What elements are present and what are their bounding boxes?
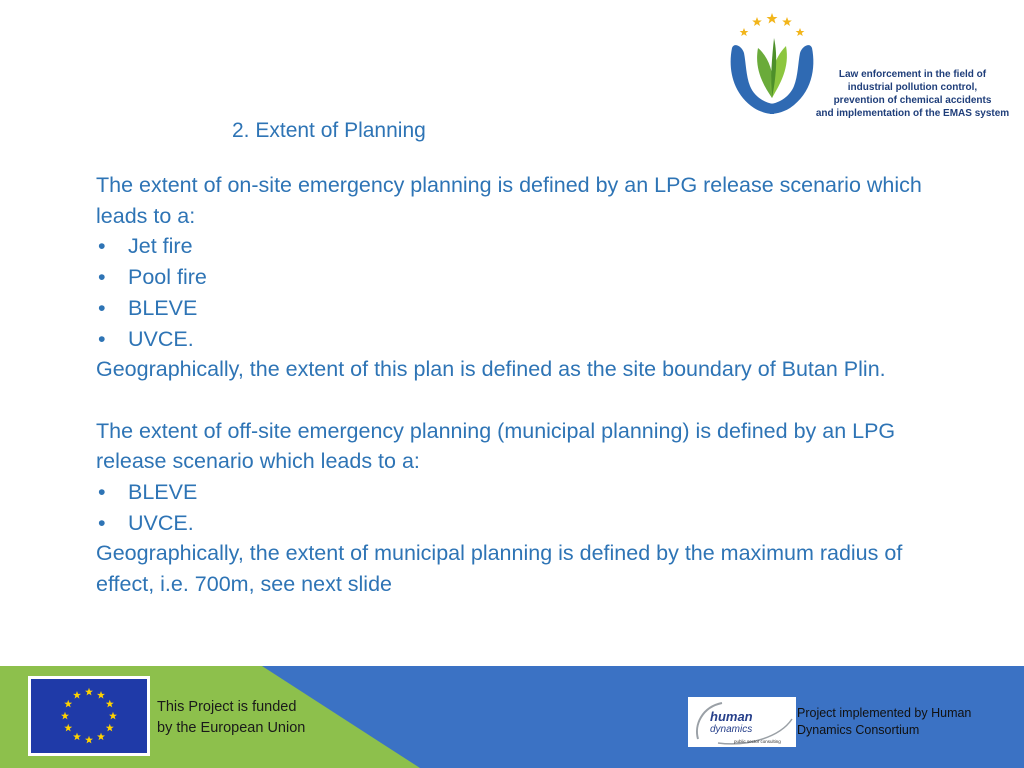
onsite-paragraph: The extent of on-site emergency planning is defined by an LPG release scenario which leads to a: [96, 173, 922, 228]
logo-line-3: prevention of chemical accidents [833, 95, 992, 106]
onsite-geography-paragraph: Geographically, the extent of this plan is defined as the site boundary of Butan Plin. [96, 357, 886, 382]
list-item: • BLEVE [96, 293, 966, 324]
eu-flag [28, 676, 150, 756]
hd-logo-word-1: human [710, 709, 753, 724]
logo-line-1: Law enforcement in the field of [838, 69, 987, 80]
slide-content [96, 170, 966, 600]
slide-title: 2. Extent of Planning [232, 119, 426, 142]
project-logo [724, 8, 1019, 123]
project-logo-text [806, 68, 1019, 120]
human-dynamics-icon [688, 697, 796, 747]
list-item: • Jet fire [96, 231, 966, 262]
list-item: • Pool fire [96, 262, 966, 293]
consortium-text [797, 705, 1012, 739]
list-item: • UVCE. [96, 508, 966, 539]
logo-line-4: and implementation of the EMAS system [815, 108, 1010, 119]
list-item: • UVCE. [96, 324, 966, 355]
logo-line-2: industrial pollution control, [847, 82, 978, 93]
hd-logo-word-2: dynamics [710, 724, 753, 735]
offsite-geography-paragraph: Geographically, the extent of municipal planning is defined by the maximum radius of effect, i.e. 700m, see next slide [96, 541, 903, 597]
paragraph-spacer [96, 385, 966, 416]
eu-flag-icon [31, 679, 147, 753]
consortium-line-2: Dynamics Consortium [797, 723, 920, 737]
list-item: • BLEVE [96, 477, 966, 508]
eu-funding-line-2: by the European Union [157, 720, 306, 736]
onsite-scenario-list [96, 231, 966, 354]
eu-funding-line-1: This Project is funded [157, 699, 297, 715]
offsite-paragraph: The extent of off-site emergency planning (municipal planning) is defined by an LPG release scenario which leads to a: [96, 418, 896, 474]
human-dynamics-logo [688, 697, 796, 747]
hd-logo-tagline: public sector consulting [734, 739, 781, 744]
offsite-scenario-list [96, 477, 966, 538]
eu-funding-text [157, 697, 337, 739]
consortium-line-1: Project implemented by Human [797, 706, 972, 720]
